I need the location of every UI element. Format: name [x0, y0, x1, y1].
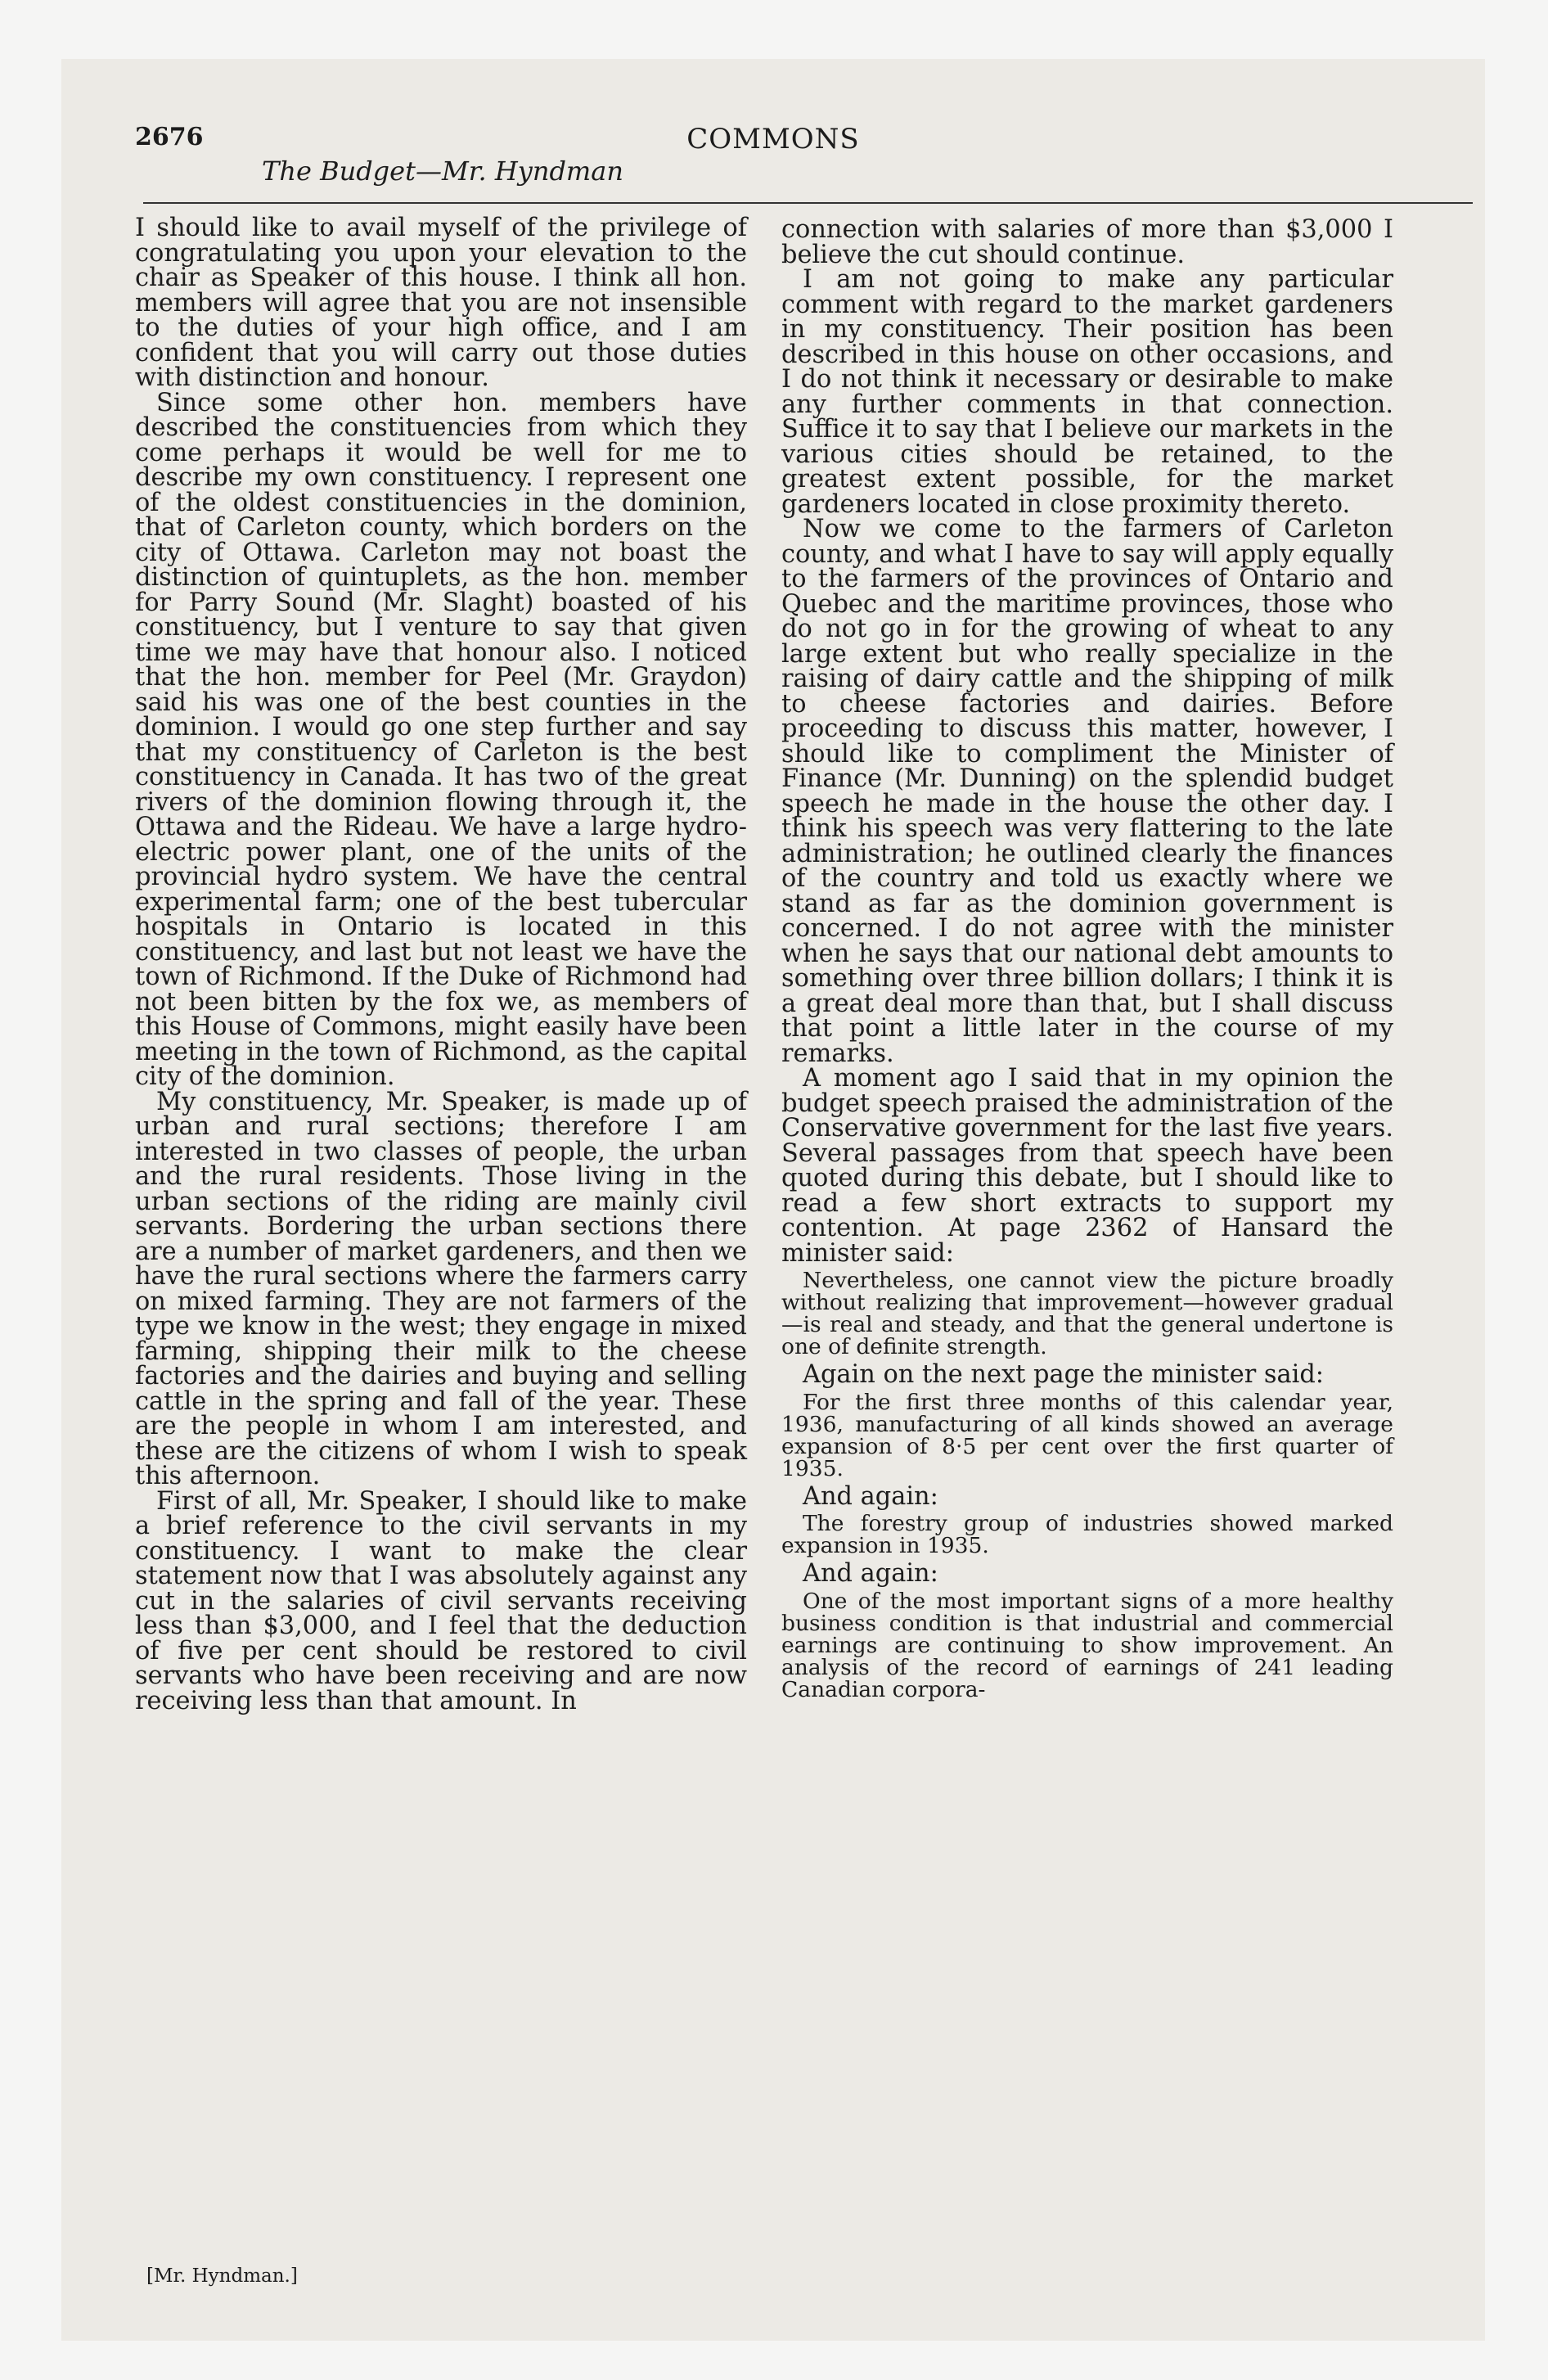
paragraph: And again: [803, 1559, 938, 1588]
quotation: For the first three months of this calendar year, 1936, manufacturing of all kinds showed an average expansion of 8·5 per cent over the first quarter of 1935. [781, 1389, 1393, 1481]
speaker-tag: [Mr. Hyndman.] [146, 2265, 298, 2287]
page-number: 2676 [135, 123, 204, 151]
paragraph: Since some other hon. members have described the constituencies from which they come perhaps it would be well for me to describe my own constituency. I represent one of the oldest constituencies in the dominion, that of Carleton county, which borders on the city of Ottawa. Carleton may not boast the distinction of quintuplets, as the hon. member for Parry Sound (Mr. Slaght) boasted of his constituency, but I venture to say that given time we may have that honour also. I noticed that the hon. member for Peel (Mr. Graydon) said his was one of the best counties in the dominion. I would go one step further and say that my constituency of Carleton is the best constituency in Canada. It has two of the great rivers of the dominion flowing through it, the Ottawa and the Rideau. We have a large hydro-electric power plant, one of the units of the provincial hydro system. We have the central experimental farm; one of the best tubercular hospitals in Ontario is located in this constituency, and last but not least we have the town of Richmond. If the Duke of Richmond had not been bitten by the fox we, as members of this House of Commons, might easily have been meeting in the town of Richmond, as the capital city of the dominion. [135, 388, 747, 1091]
running-title: The Budget—Mr. Hyndman [262, 156, 623, 187]
paragraph: I am not going to make any particular comment with regard to the market gardeners in my constituency. Their position has been described in this house on other occasions, and I do not think it necessary or desirable to make any further comments in that connection. Suffice it to say that I believe our markets in the various cities should be retained, to the greatest extent possible, for the market gardeners located in close proximity thereto. [781, 265, 1393, 519]
right-column [781, 215, 1393, 1706]
paragraph: Again on the next page the minister said: [803, 1360, 1325, 1389]
paragraph: First of all, Mr. Speaker, I should like to make a brief reference to the civil servants in my constituency. I want to make the clear statement now that I was absolutely against any cut in the salaries of civil servants receiving less than $3,000, and I feel that the deduction of five per cent should be restored to civil servants who have been receiving and are now receiving less than that amount. In [135, 1486, 747, 1715]
quotation: Nevertheless, one cannot view the picture broadly without realizing that improvement—however gradual—is real and steady, and that the general undertone is one of definite strength. [781, 1268, 1393, 1359]
left-column [135, 216, 747, 1714]
paragraph: I should like to avail myself of the privilege of congratulating you upon your elevation to the chair as Speaker of this house. I think all hon. members will agree that you are not insensible to the duties of your high office, and I am confident that you will carry out those duties with distinction and honour. [135, 214, 747, 392]
paragraph: connection with salaries of more than $3,000 I believe the cut should continue. [781, 215, 1393, 269]
section-title: COMMONS [686, 123, 860, 156]
hansard-page [61, 59, 1485, 2341]
quotation: One of the most important signs of a more healthy business condition is that industrial and commercial earnings are continuing to show improvement. An analysis of the record of earnings of 241 leading Canadian corpora- [781, 1588, 1393, 1702]
paragraph: My constituency, Mr. Speaker, is made up of urban and rural sections; therefore I am interested in two classes of people, the urban and the rural residents. Those living in the urban sections of the riding are mainly civil servants. Bordering the urban sections there are a number of market gardeners, and then we have the rural sections where the farmers carry on mixed farming. They are not farmers of the type we know in the west; they engage in mixed farming, shipping their milk to the cheese factories and the dairies and buying and selling cattle in the spring and fall of the year. These are the people in whom I am interested, and these are the citizens of whom I wish to speak this afternoon. [135, 1087, 747, 1490]
scanned-page [61, 59, 1485, 2341]
quotation: The forestry group of industries showed marked expansion in 1935. [781, 1511, 1393, 1558]
paragraph: And again: [803, 1481, 938, 1511]
paragraph: Now we come to the farmers of Carleton county, and what I have to say will apply equally to the farmers of the provinces of Ontario and Quebec and the maritime provinces, those who do not go in for the growing of wheat to any large extent but who really specialize in the raising of dairy cattle and the shipping of milk to cheese factories and dairies. Before proceeding to discuss this matter, however, I should like to compliment the Minister of Finance (Mr. Dunning) on the splendid budget speech he made in the house the other day. I think his speech was very flattering to the late administration; he outlined clearly the finances of the country and told us exactly where we stand as far as the dominion government is concerned. I do not agree with the minister when he says that our national debt amounts to something over three billion dollars; I think it is a great deal more than that, but I shall discuss that point a little later in the course of my remarks. [781, 515, 1393, 1068]
header-rule [143, 202, 1473, 204]
paragraph: A moment ago I said that in my opinion the budget speech praised the administration of the Conservative government for the last five years. Several passages from that speech have been quoted during this debate, but I should like to read a few short extracts to support my contention. At page 2362 of Hansard the minister said: [781, 1064, 1393, 1268]
